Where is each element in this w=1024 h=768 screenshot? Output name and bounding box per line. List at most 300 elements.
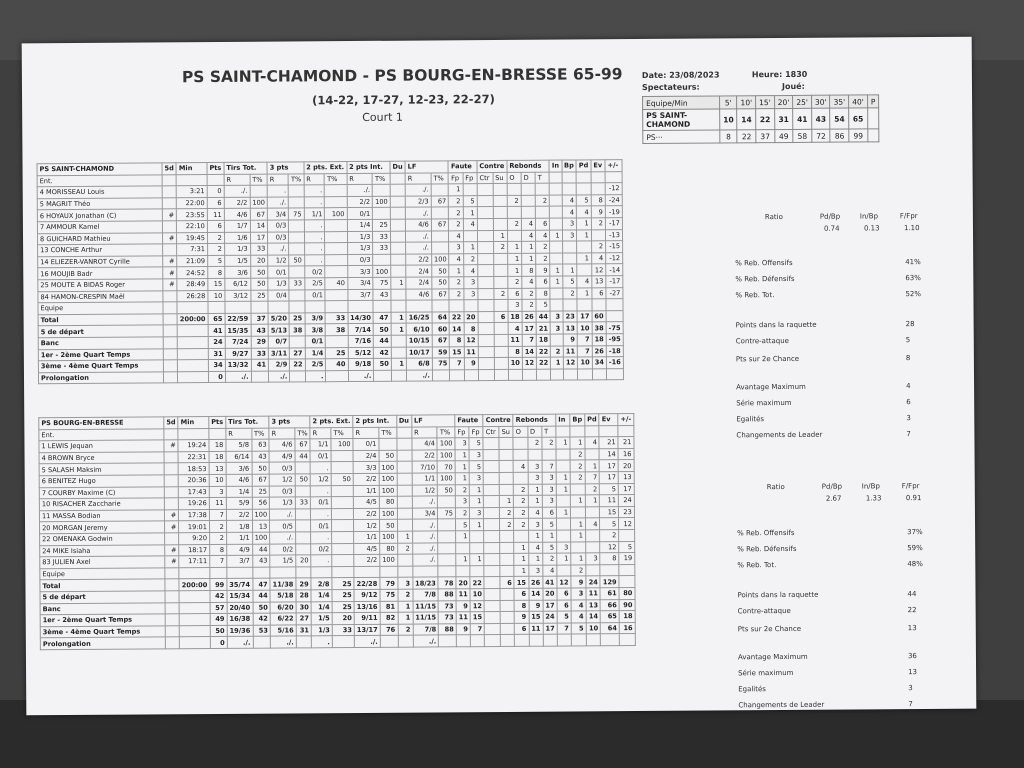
box-cell: 2: [591, 218, 605, 230]
box-cell: 3/8: [305, 324, 326, 336]
box-cell: 50: [438, 484, 456, 496]
stat-label: % Reb. Défensifs: [735, 274, 795, 284]
box-cell: 44: [252, 544, 270, 556]
box-subheader-cell: D: [521, 172, 535, 184]
box-cell: 1: [528, 530, 542, 542]
box-cell: 6: [536, 276, 550, 288]
box-cell: 100: [437, 438, 455, 450]
box-cell: 3: [528, 472, 542, 484]
box-subheader-cell: T%: [288, 173, 303, 185]
box-cell: [499, 438, 513, 450]
box-cell: [163, 244, 177, 256]
box-cell: -17: [606, 276, 623, 288]
box-cell: 2: [514, 495, 528, 507]
box-cell: [431, 184, 449, 196]
box-cell: 10: [586, 622, 601, 634]
box-cell: ./.: [406, 231, 432, 243]
box-cell: [406, 300, 432, 312]
game-title: PS SAINT-CHAMOND - PS BOURG-EN-BRESSE 65-99: [181, 65, 623, 87]
box-cell: Banc: [38, 337, 163, 349]
box-cell: [163, 360, 177, 372]
box-cell: [332, 555, 354, 567]
box-cell: 22:00: [177, 197, 208, 209]
box-cell: [438, 519, 456, 531]
box-cell: 1: [507, 253, 521, 265]
box-cell: ./.: [412, 542, 438, 554]
box-cell: 25: [332, 601, 354, 613]
box-cell: [586, 541, 601, 553]
box-cell: 1/3: [311, 624, 332, 636]
box-cell: 0: [207, 186, 224, 198]
box-cell: 29: [251, 336, 269, 348]
box-header-cell: Faute: [455, 415, 483, 427]
box-cell: 1: [571, 530, 586, 542]
box-cell: [390, 242, 405, 254]
box-cell: 11: [456, 589, 470, 601]
box-cell: 7: [210, 556, 227, 568]
box-subheader-cell: T%: [331, 427, 353, 439]
box-cell: 24: [586, 576, 601, 588]
box-cell: 0/1: [311, 497, 332, 509]
box-cell: 99: [210, 579, 227, 591]
box-cell: 12: [592, 264, 606, 276]
box-cell: 47: [252, 578, 270, 590]
box-cell: [493, 195, 507, 207]
box-header-cell: Min: [176, 163, 207, 175]
box-cell: [163, 337, 177, 349]
box-cell: 1: [550, 264, 562, 276]
box-cell: 8: [600, 553, 619, 565]
box-cell: 47: [373, 312, 391, 324]
box-cell: 25: [332, 578, 354, 590]
box-cell: 3: [557, 542, 571, 554]
box-cell: 3/3: [347, 266, 373, 278]
box-cell: [478, 288, 494, 300]
box-cell: 1/4: [347, 219, 373, 231]
box-cell: 0/1: [268, 266, 289, 278]
box-cell: 2: [591, 241, 605, 253]
box-cell: [331, 497, 353, 509]
box-cell: 31: [296, 625, 311, 637]
box-cell: 13/17: [354, 624, 380, 636]
box-subheader-cell: [618, 425, 634, 437]
box-cell: 1: [570, 495, 585, 507]
box-cell: 26: [528, 577, 542, 589]
box-cell: 3/12: [225, 290, 251, 302]
box-cell: 1: [391, 358, 406, 370]
box-cell: [494, 323, 508, 335]
box-subheader-cell: [396, 427, 411, 439]
stat-label: Points dans la raquette: [737, 590, 819, 600]
box-cell: 0: [210, 637, 227, 649]
box-cell: [499, 461, 513, 473]
box-cell: [391, 335, 406, 347]
ratio-value: 1.10: [903, 224, 920, 233]
box-cell: 17: [600, 460, 619, 472]
box-cell: 20: [250, 255, 268, 267]
box-cell: 1 LEWIS Jequan: [39, 440, 164, 452]
box-cell: [163, 290, 177, 302]
quarter-cell: 86: [830, 129, 849, 142]
box-cell: 2: [493, 288, 507, 300]
ratio-value: 1.33: [865, 494, 882, 503]
box-cell: [325, 231, 347, 243]
box-cell: #: [163, 279, 177, 291]
box-cell: [165, 637, 179, 649]
box-header-cell: 3 pts: [269, 416, 310, 428]
box-cell: 2: [527, 437, 541, 449]
box-cell: 7:31: [177, 244, 208, 256]
box-cell: 83 JULIEN Axel: [40, 556, 165, 568]
box-cell: [562, 241, 577, 253]
box-cell: Equipe: [40, 568, 165, 580]
box-cell: 4: [536, 230, 550, 242]
box-cell: 7: [585, 472, 600, 484]
box-cell: [390, 196, 405, 208]
box-cell: 38: [592, 322, 606, 334]
quarter-cell: PS···: [643, 130, 720, 144]
box-cell: 7: [522, 334, 536, 346]
box-cell: 3/9: [305, 312, 326, 324]
quarter-cell: 41: [793, 108, 812, 129]
box-cell: [557, 565, 571, 577]
box-cell: #: [165, 556, 179, 568]
box-cell: 6/20: [270, 601, 296, 613]
box-cell: [463, 184, 477, 196]
box-cell: [397, 450, 412, 462]
box-cell: 13/16: [354, 601, 380, 613]
box-subheader-cell: [591, 171, 605, 183]
ratio-label: F/Fpr: [899, 212, 918, 221]
box-cell: 11: [207, 209, 224, 221]
box-cell: 56: [252, 497, 270, 509]
box-cell: .: [310, 462, 331, 474]
box-cell: 50: [252, 462, 270, 474]
box-cell: 50: [432, 265, 450, 277]
box-cell: [499, 472, 513, 484]
quarter-cell: 37: [756, 130, 775, 143]
box-cell: 50: [379, 450, 397, 462]
box-cell: [289, 289, 304, 301]
box-cell: 2: [209, 521, 226, 533]
box-cell: 35/74: [227, 579, 253, 591]
box-cell: 31: [208, 348, 225, 360]
box-cell: [397, 566, 412, 578]
box-cell: 1: [397, 531, 412, 543]
box-cell: 6 HOYAUX Jonathan (C): [37, 209, 162, 221]
box-cell: 3: [542, 484, 556, 496]
box-subheader-cell: Fp: [449, 172, 463, 184]
stat-value: 7: [908, 700, 913, 709]
box-subheader-cell: O: [513, 426, 527, 438]
box-cell: 8: [464, 323, 478, 335]
box-cell: [478, 334, 494, 346]
box-cell: [438, 554, 456, 566]
box-subheader-cell: T%: [379, 427, 397, 439]
box-cell: [551, 369, 563, 381]
box-cell: 5/18: [270, 590, 296, 602]
box-subheader-cell: T%: [251, 428, 269, 440]
box-cell: [397, 485, 412, 497]
box-cell: 2: [397, 543, 412, 555]
box-cell: 11/38: [270, 578, 296, 590]
box-cell: 50: [250, 266, 268, 278]
box-cell: 3/4: [412, 508, 438, 520]
box-cell: 1: [577, 229, 592, 241]
box-cell: [253, 636, 271, 648]
box-cell: .: [311, 508, 332, 520]
team1-box-score: [37, 159, 624, 384]
box-cell: 2: [455, 507, 469, 519]
ratio-value: 2.67: [825, 494, 842, 503]
box-cell: 14 ELIEZER-VANROT Cyrille: [38, 256, 163, 268]
box-cell: 15: [450, 346, 464, 358]
box-cell: 14: [250, 220, 268, 232]
box-cell: [295, 509, 310, 521]
box-cell: 100: [379, 485, 397, 497]
box-cell: [252, 567, 270, 579]
box-cell: [348, 301, 374, 313]
box-cell: 2: [207, 244, 224, 256]
box-cell: [456, 635, 470, 647]
box-cell: 34: [592, 357, 606, 369]
box-cell: 1: [469, 484, 483, 496]
box-cell: .: [304, 231, 325, 243]
box-header-cell: Ev: [591, 160, 605, 172]
box-cell: 1: [585, 495, 600, 507]
box-cell: 100: [379, 462, 397, 474]
box-cell: 11: [464, 346, 478, 358]
box-cell: 3: [528, 519, 542, 531]
box-cell: [550, 299, 562, 311]
box-cell: 2: [493, 242, 507, 254]
box-cell: 13: [618, 472, 634, 484]
box-cell: 24 MIKE Isiaha: [40, 544, 165, 556]
ratio-value: 0.91: [905, 494, 922, 503]
box-cell: 100: [252, 509, 270, 521]
box-cell: [592, 368, 606, 380]
box-cell: [483, 449, 499, 461]
box-cell: [493, 276, 507, 288]
box-cell: [325, 301, 347, 313]
box-cell: [478, 369, 494, 381]
box-cell: 2/4: [353, 450, 379, 462]
stat-value: 3: [908, 684, 913, 693]
box-cell: 4: [522, 276, 536, 288]
box-cell: [391, 289, 406, 301]
box-cell: 16: [618, 448, 634, 460]
box-cell: 26: [522, 311, 536, 323]
box-cell: 18:53: [178, 463, 209, 475]
stat-value: 28: [905, 320, 915, 329]
box-cell: [499, 484, 513, 496]
box-cell: [162, 221, 176, 233]
box-cell: 9: [456, 623, 470, 635]
box-cell: [494, 358, 508, 370]
box-cell: 9/11: [354, 612, 380, 624]
box-cell: [397, 473, 412, 485]
box-cell: 4: [449, 253, 463, 265]
box-cell: 1/4: [226, 486, 252, 498]
box-cell: [396, 438, 411, 450]
box-cell: 79: [380, 578, 398, 590]
box-cell: [514, 530, 528, 542]
box-cell: 4: [591, 253, 605, 265]
box-cell: ./.: [412, 519, 438, 531]
box-cell: [470, 542, 484, 554]
box-cell: [390, 208, 405, 220]
box-cell: 1: [551, 357, 563, 369]
box-cell: 2: [600, 530, 619, 542]
box-cell: [484, 600, 500, 612]
box-cell: 50: [373, 324, 391, 336]
box-cell: 13 CONCHE Arthur: [38, 244, 163, 256]
box-cell: [484, 472, 500, 484]
box-cell: [477, 195, 493, 207]
box-cell: 5/8: [226, 439, 252, 451]
box-cell: 2/9: [269, 359, 290, 371]
box-cell: [521, 183, 535, 195]
box-cell: 1: [463, 242, 477, 254]
box-cell: [251, 371, 269, 383]
box-cell: [326, 370, 348, 382]
box-cell: 5: [557, 611, 571, 623]
stat-label: Contre-attaque: [735, 336, 789, 346]
box-cell: 1: [456, 531, 470, 543]
box-cell: 2/3: [405, 196, 431, 208]
box-cell: 3: [209, 486, 226, 498]
box-cell: 3: [528, 565, 542, 577]
box-cell: [556, 530, 570, 542]
box-cell: .: [311, 532, 332, 544]
box-subheader-cell: [209, 428, 226, 440]
box-cell: [500, 600, 514, 612]
box-cell: 9/12: [354, 589, 380, 601]
box-cell: 22 OMENAKA Godwin: [40, 533, 165, 545]
box-cell: [478, 276, 494, 288]
box-cell: 18: [592, 334, 606, 346]
box-subheader-cell: [390, 173, 405, 185]
box-cell: [179, 590, 210, 602]
box-cell: 50: [250, 278, 268, 290]
box-cell: 1/5: [270, 555, 296, 567]
box-cell: 33: [373, 242, 391, 254]
box-cell: 2: [585, 483, 600, 495]
box-header-cell: +/-: [618, 414, 634, 426]
box-cell: 18: [536, 334, 550, 346]
box-cell: [397, 461, 412, 473]
box-cell: 14/30: [348, 312, 374, 324]
box-subheader-cell: D: [527, 426, 541, 438]
box-cell: 3: [469, 473, 483, 485]
box-cell: [484, 496, 500, 508]
box-cell: [550, 218, 562, 230]
box-subheader-cell: [556, 426, 570, 438]
box-cell: [289, 266, 304, 278]
box-cell: 2: [455, 484, 469, 496]
box-cell: 6: [508, 288, 522, 300]
box-cell: 50: [253, 602, 271, 614]
box-cell: #: [162, 209, 176, 221]
box-cell: 100: [252, 532, 270, 544]
box-cell: [373, 208, 391, 220]
box-cell: 6/10: [406, 323, 432, 335]
box-cell: 65: [208, 313, 225, 325]
box-cell: 1: [449, 184, 463, 196]
box-cell: 59: [432, 346, 450, 358]
box-cell: 76: [380, 624, 398, 636]
box-cell: 19/36: [227, 625, 253, 637]
stat-value: 63%: [905, 274, 921, 283]
box-cell: 7: [557, 623, 571, 635]
box-cell: 5: [469, 438, 483, 450]
box-cell: 88: [438, 589, 456, 601]
box-cell: 1: [455, 473, 469, 485]
box-cell: .: [311, 555, 332, 567]
box-cell: 100: [438, 473, 456, 485]
box-cell: [585, 449, 600, 461]
box-cell: 7/16: [348, 335, 374, 347]
box-header-cell: Min: [178, 417, 209, 429]
box-subheader-cell: Ctr: [483, 426, 499, 438]
box-cell: 2: [207, 232, 224, 244]
box-cell: ./.: [224, 185, 250, 197]
box-cell: 2: [507, 195, 521, 207]
box-cell: 67: [295, 439, 310, 451]
box-cell: [331, 450, 353, 462]
box-cell: 22: [450, 311, 464, 323]
box-header-cell: 5d: [162, 163, 176, 175]
box-cell: 41: [543, 576, 557, 588]
box-cell: 4: [521, 218, 535, 230]
box-cell: 1/3: [224, 243, 250, 255]
box-cell: 1er - 2ème Quart Temps: [40, 614, 165, 626]
box-cell: [500, 588, 514, 600]
box-cell: [571, 541, 586, 553]
quarter-cell: 99: [849, 129, 868, 142]
box-cell: 50: [295, 474, 310, 486]
box-cell: [332, 636, 354, 648]
box-cell: [305, 301, 326, 313]
box-subheader-cell: Ent.: [37, 174, 162, 186]
box-cell: 7/24: [225, 336, 251, 348]
box-subheader-cell: R: [269, 428, 295, 440]
box-cell: 22: [537, 357, 551, 369]
box-cell: 1: [455, 449, 469, 461]
box-cell: 4 BROWN Bryce: [39, 452, 164, 464]
box-cell: 3: [463, 277, 477, 289]
box-cell: 7/8: [413, 624, 439, 636]
box-cell: [179, 602, 210, 614]
box-cell: 100: [325, 208, 347, 220]
quarter-cell: 22: [756, 109, 775, 130]
box-cell: [164, 475, 178, 487]
box-subheader-cell: [207, 174, 224, 186]
box-subheader-cell: [178, 428, 209, 440]
box-cell: [326, 335, 348, 347]
box-cell: [500, 611, 514, 623]
box-cell: 25: [289, 313, 304, 325]
box-header-cell: LF: [405, 161, 448, 173]
box-cell: 7: [578, 345, 593, 357]
box-cell: 25: [373, 219, 391, 231]
box-cell: [549, 183, 561, 195]
box-cell: 6: [207, 197, 224, 209]
box-cell: 16 MOUJIB Badr: [38, 267, 163, 279]
box-subheader-cell: Fp: [455, 426, 469, 438]
box-cell: 18: [619, 611, 635, 623]
box-cell: 9: [536, 264, 550, 276]
